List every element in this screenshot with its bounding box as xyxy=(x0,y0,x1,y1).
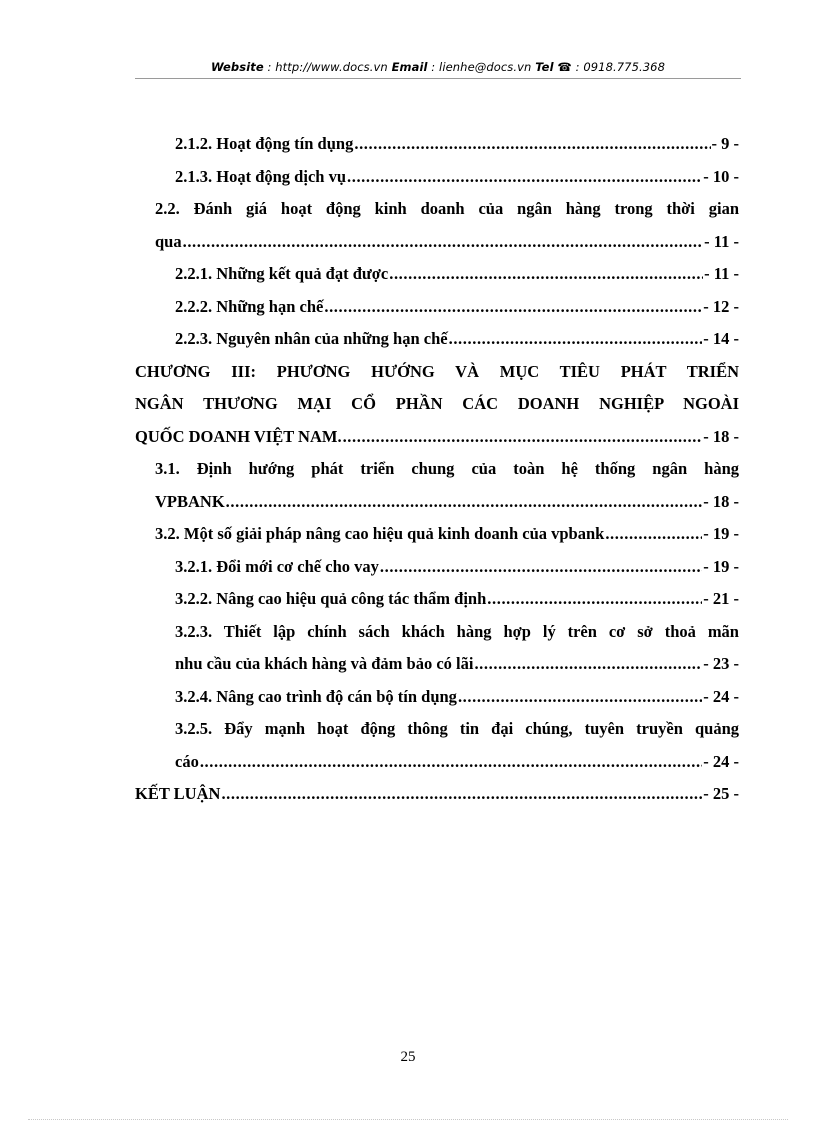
toc-entry-title: 3.2. Một số giải pháp nâng cao hiệu quả kinh doanh của vpbank xyxy=(155,524,605,543)
tel-value: : 0918.775.368 xyxy=(571,60,665,74)
toc-entry-line-1[interactable] xyxy=(135,716,739,749)
toc-leader xyxy=(354,131,710,157)
toc-page-number: - 14 - xyxy=(703,329,739,348)
toc-leader xyxy=(183,229,704,255)
toc-leader xyxy=(474,651,702,677)
toc-leader xyxy=(226,489,703,515)
toc-entry-line-2[interactable] xyxy=(135,229,739,262)
toc-entry[interactable] xyxy=(135,164,739,197)
toc-leader xyxy=(605,521,702,547)
toc-page-number: - 18 - xyxy=(703,426,739,446)
toc-page-number: - 12 - xyxy=(703,296,739,316)
toc-leader xyxy=(324,294,702,320)
toc-entry-title-cont: VPBANK xyxy=(155,491,225,511)
table-of-contents xyxy=(135,131,739,814)
phone-icon: ☎ xyxy=(557,60,572,74)
toc-leader xyxy=(380,554,702,580)
toc-page-number: - 19 - xyxy=(703,556,739,576)
toc-entry[interactable] xyxy=(135,294,739,327)
toc-entry-title: 2.1.2. Hoạt động tín dụng xyxy=(175,134,354,153)
toc-chapter-line-3[interactable] xyxy=(135,424,739,457)
toc-page-number: - 11 - xyxy=(704,231,739,251)
page-bottom-border xyxy=(28,1119,788,1120)
toc-chapter-line-2[interactable] xyxy=(135,391,739,424)
toc-leader xyxy=(200,749,702,775)
toc-entry-title: 3.2.1. Đổi mới cơ chế cho vay xyxy=(175,556,379,576)
website-label: Website xyxy=(210,60,264,74)
toc-entry-line-1[interactable] xyxy=(135,196,739,229)
toc-entry[interactable] xyxy=(135,554,739,587)
website-value: : http://www.docs.vn xyxy=(263,60,392,74)
toc-leader xyxy=(221,781,702,807)
toc-page-number: - 24 - xyxy=(703,751,739,771)
toc-entry-line-1[interactable] xyxy=(135,619,739,652)
toc-leader xyxy=(389,261,703,287)
toc-leader xyxy=(347,164,702,190)
page-header xyxy=(135,60,741,74)
toc-leader xyxy=(449,326,703,352)
toc-entry[interactable] xyxy=(135,781,739,814)
toc-page-number: - 10 - xyxy=(703,166,739,186)
toc-page-number: - 23 - xyxy=(703,654,739,673)
toc-entry[interactable] xyxy=(135,521,739,554)
toc-entry-title: 2.1.3. Hoạt động dịch vụ xyxy=(175,166,346,186)
toc-chapter-title: CHƯƠNG III: PHƯƠNG HƯỚNG VÀ MỤC TIÊU PHÁT TRIỂN xyxy=(135,361,739,381)
page-number: 25 xyxy=(400,1049,416,1065)
toc-entry-title: 3.2.4. Nâng cao trình độ cán bộ tín dụng xyxy=(175,686,457,706)
email-label: Email xyxy=(391,60,428,74)
toc-chapter-title-end: QUỐC DOANH VIỆT NAM. xyxy=(135,426,342,446)
toc-entry-line-1[interactable] xyxy=(135,456,739,489)
toc-entry[interactable] xyxy=(135,131,739,164)
toc-page-number: - 9 - xyxy=(711,134,739,153)
toc-page-number: - 21 - xyxy=(703,589,739,608)
toc-page-number: - 18 - xyxy=(703,491,739,511)
toc-chapter-title-cont: NGÂN THƯƠNG MẠI CỔ PHẦN CÁC DOANH NGHIỆP NGOÀI xyxy=(135,394,739,413)
toc-entry-title-cont: qua xyxy=(155,231,182,251)
toc-entry-line-2[interactable] xyxy=(135,651,739,684)
toc-entry[interactable] xyxy=(135,586,739,619)
header-rule xyxy=(135,78,741,79)
toc-entry-title: 3.1. Định hướng phát triển chung của toàn hệ thống ngân hàng xyxy=(155,459,739,478)
toc-entry-line-2[interactable] xyxy=(135,749,739,782)
toc-entry-title: 2.2. Đánh giá hoạt động kinh doanh của ngân hàng trong thời gian xyxy=(155,199,739,218)
toc-entry-title: 2.2.3. Nguyên nhân của những hạn chế xyxy=(175,329,448,348)
toc-chapter-line-1[interactable] xyxy=(135,359,739,392)
toc-leader xyxy=(458,684,702,710)
email-value: : lienhe@docs.vn xyxy=(427,60,536,74)
toc-entry-title: 3.2.2. Nâng cao hiệu quả công tác thẩm định xyxy=(175,589,487,608)
toc-leader xyxy=(487,586,702,612)
toc-entry-title-cont: nhu cầu của khách hàng và đảm bảo có lãi xyxy=(175,654,474,673)
toc-page-number: - 11 - xyxy=(704,264,739,283)
toc-entry-title: 2.2.1. Những kết quả đạt được xyxy=(175,264,389,283)
toc-entry[interactable] xyxy=(135,326,739,359)
toc-entry-title-cont: cáo xyxy=(175,751,199,771)
toc-entry-title: 3.2.5. Đẩy mạnh hoạt động thông tin đại chúng, tuyên truyền quảng xyxy=(175,719,739,738)
tel-label: Tel xyxy=(535,60,554,74)
toc-entry-title: KẾT LUẬN xyxy=(135,784,221,803)
toc-entry-line-2[interactable] xyxy=(135,489,739,522)
toc-entry-title: 2.2.2. Những hạn chế xyxy=(175,296,324,316)
toc-page-number: - 24 - xyxy=(703,686,739,706)
toc-page-number: - 19 - xyxy=(703,524,739,543)
toc-entry[interactable] xyxy=(135,261,739,294)
toc-entry[interactable] xyxy=(135,684,739,717)
toc-page-number: - 25 - xyxy=(703,784,739,803)
toc-leader xyxy=(343,424,703,450)
toc-entry-title: 3.2.3. Thiết lập chính sách khách hàng hợp lý trên cơ sở thoả mãn xyxy=(175,621,739,641)
